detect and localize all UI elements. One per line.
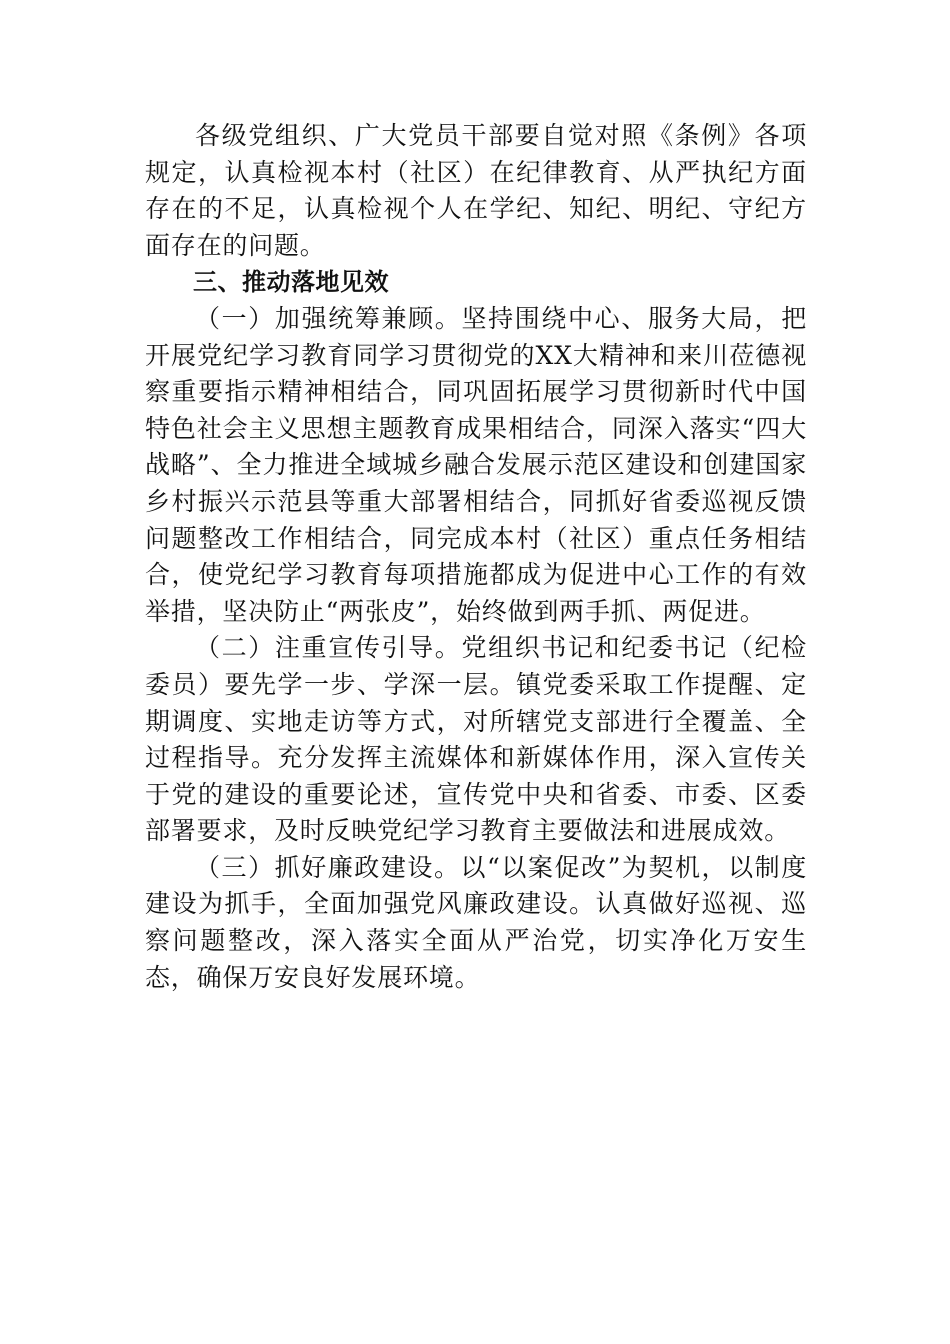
paragraph-coordination: （一）加强统筹兼顾。坚持围绕中心、服务大局，把开展党纪学习教育同学习贯彻党的XX大精神和来川莅德视察重要指示精神相结合，同巩固拓展学习贯彻新时代中国特色社会主义思想主题教育成果相结合，同深入落实“四大战略”、全力推进全域城乡融合发展示范区建设和创建国家乡村振兴示范县等重大部署相结合，同抓好省委巡视反馈问题整改工作相结合，同完成本村（社区）重点任务相结合，使党纪学习教育每项措施都成为促进中心工作的有效举措，坚决防止“两张皮”，始终做到两手抓、两促进。 [145, 303, 807, 626]
document-body [145, 118, 807, 996]
paragraph-self-inspection: 各级党组织、广大党员干部要自觉对照《条例》各项规定，认真检视本村（社区）在纪律教育、从严执纪方面存在的不足，认真检视个人在学纪、知纪、明纪、守纪方面存在的问题。 [145, 121, 807, 260]
paragraph-integrity: （三）抓好廉政建设。以“以案促改”为契机，以制度建设为抓手，全面加强党风廉政建设。认真做好巡视、巡察问题整改，深入落实全面从严治党，切实净化万安生态，确保万安良好发展环境。 [145, 852, 807, 992]
paragraph-publicity: （二）注重宣传引导。党组织书记和纪委书记（纪检委员）要先学一步、学深一层。镇党委采取工作提醒、定期调度、实地走访等方式，对所辖党支部进行全覆盖、全过程指导。充分发挥主流媒体和新媒体作用，深入宣传关于党的建设的重要论述，宣传党中央和省委、市委、区委部署要求，及时反映党纪学习教育主要做法和进展成效。 [145, 633, 807, 846]
section-heading-three: 三、推动落地见效 [193, 268, 389, 297]
